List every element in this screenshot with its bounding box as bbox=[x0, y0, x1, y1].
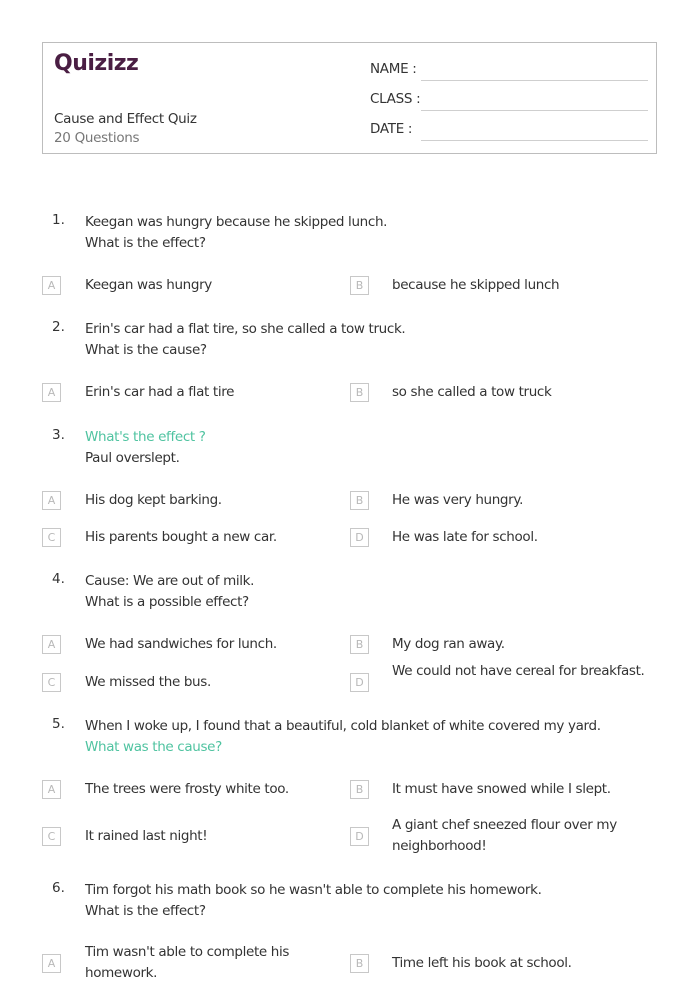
class-label: CLASS : bbox=[370, 91, 421, 107]
option-letter-box[interactable]: A bbox=[42, 276, 61, 295]
question-text bbox=[85, 427, 665, 469]
class-line[interactable] bbox=[421, 110, 648, 111]
option-text: Tim wasn't able to complete his homework. bbox=[85, 944, 290, 981]
option-letter-box[interactable]: D bbox=[350, 528, 369, 547]
option-letter-box[interactable]: A bbox=[42, 491, 61, 510]
question-line: What is a possible effect? bbox=[85, 594, 249, 610]
quizizz-logo: Quizizz bbox=[54, 51, 139, 76]
question-line: When I woke up, I found that a beautiful, cold blanket of white covered my yard. bbox=[85, 718, 601, 734]
quiz-title: Cause and Effect Quiz bbox=[54, 111, 197, 127]
question-text bbox=[85, 716, 665, 758]
name-field bbox=[370, 61, 648, 81]
option-text: because he skipped lunch bbox=[392, 277, 560, 293]
question-count: 20 Questions bbox=[54, 130, 140, 146]
option-letter-box[interactable]: B bbox=[350, 954, 369, 973]
question-line: What was the cause? bbox=[85, 739, 222, 755]
question-line: What is the cause? bbox=[85, 342, 207, 358]
option-text: It must have snowed while I slept. bbox=[392, 781, 611, 797]
question-line: What is the effect? bbox=[85, 235, 206, 251]
question-line: Cause: We are out of milk. bbox=[85, 573, 255, 589]
option-letter-box[interactable]: C bbox=[42, 528, 61, 547]
option-letter-box[interactable]: C bbox=[42, 827, 61, 846]
question-line: What is the effect? bbox=[85, 903, 206, 919]
date-line[interactable] bbox=[421, 140, 648, 141]
question-number: 1. bbox=[52, 212, 65, 228]
option-letter-box[interactable]: A bbox=[42, 635, 61, 654]
question-number: 6. bbox=[52, 880, 65, 896]
name-label: NAME : bbox=[370, 61, 417, 77]
option-text: The trees were frosty white too. bbox=[85, 781, 289, 797]
option-letter-box[interactable]: D bbox=[350, 827, 369, 846]
question-number: 5. bbox=[52, 716, 65, 732]
option-letter-box[interactable]: A bbox=[42, 383, 61, 402]
question-number: 4. bbox=[52, 571, 65, 587]
option-text: Time left his book at school. bbox=[392, 955, 572, 971]
option-text: We missed the bus. bbox=[85, 674, 211, 690]
question-line: Keegan was hungry because he skipped lunch. bbox=[85, 214, 388, 230]
question-number: 2. bbox=[52, 319, 65, 335]
worksheet-header bbox=[42, 42, 657, 154]
option-letter-box[interactable]: B bbox=[350, 383, 369, 402]
question-text bbox=[85, 880, 665, 922]
date-label: DATE : bbox=[370, 121, 413, 137]
option-text: He was very hungry. bbox=[392, 492, 524, 508]
question-text bbox=[85, 571, 665, 613]
option-letter-box[interactable]: B bbox=[350, 635, 369, 654]
option-text: We could not have cereal for breakfast. bbox=[392, 663, 645, 679]
option-text: We had sandwiches for lunch. bbox=[85, 636, 277, 652]
option-text: His parents bought a new car. bbox=[85, 529, 277, 545]
option-text: My dog ran away. bbox=[392, 636, 505, 652]
question-line: Erin's car had a flat tire, so she called a tow truck. bbox=[85, 321, 406, 337]
question-text bbox=[85, 212, 665, 254]
option-text: Erin's car had a flat tire bbox=[85, 384, 235, 400]
option-text: Keegan was hungry bbox=[85, 277, 212, 293]
option-letter-box[interactable]: C bbox=[42, 673, 61, 692]
question-text bbox=[85, 319, 665, 361]
name-line[interactable] bbox=[421, 80, 648, 81]
option-text: He was late for school. bbox=[392, 529, 538, 545]
question-number: 3. bbox=[52, 427, 65, 443]
option-letter-box[interactable]: B bbox=[350, 491, 369, 510]
question-line: Paul overslept. bbox=[85, 450, 180, 466]
option-text: A giant chef sneezed flour over my neighborhood! bbox=[392, 817, 617, 854]
question-line: Tim forgot his math book so he wasn't able to complete his homework. bbox=[85, 882, 542, 898]
option-text: His dog kept barking. bbox=[85, 492, 222, 508]
option-letter-box[interactable]: A bbox=[42, 780, 61, 799]
date-field bbox=[370, 121, 648, 141]
option-text: so she called a tow truck bbox=[392, 384, 552, 400]
option-letter-box[interactable]: D bbox=[350, 673, 369, 692]
option-letter-box[interactable]: A bbox=[42, 954, 61, 973]
option-letter-box[interactable]: B bbox=[350, 780, 369, 799]
option-letter-box[interactable]: B bbox=[350, 276, 369, 295]
class-field bbox=[370, 91, 648, 111]
option-text: It rained last night! bbox=[85, 828, 208, 844]
question-line: What's the effect ? bbox=[85, 429, 206, 445]
